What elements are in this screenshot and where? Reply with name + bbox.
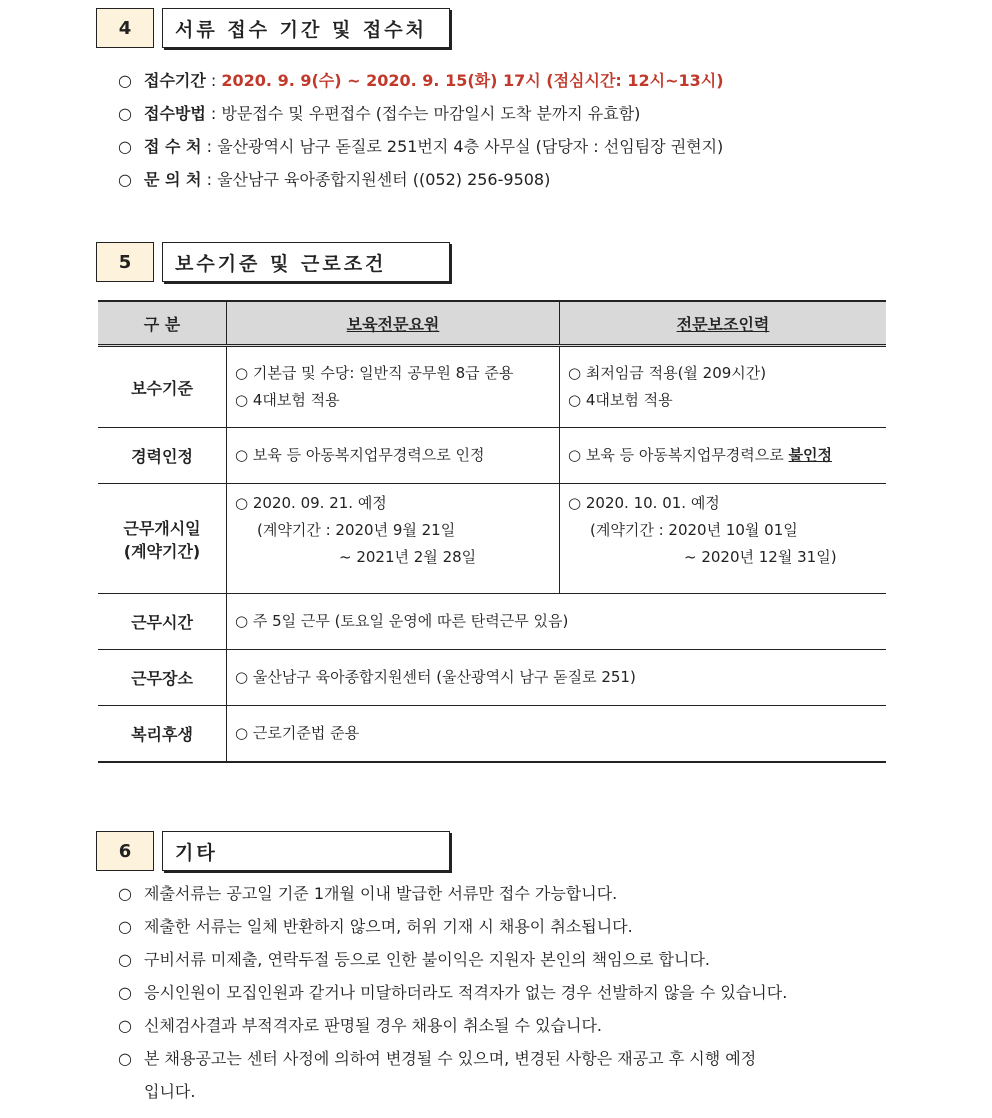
list-item: ○ 본 채용공고는 센터 사정에 의하여 변경될 수 있으며, 변경된 사항은 재공고 후 시행 예정 <box>118 1042 787 1075</box>
list-item-continuation: 입니다. <box>144 1082 196 1101</box>
table-row <box>98 428 886 484</box>
circle-bullet-icon: ○ <box>118 104 132 123</box>
table-cell: ○ 근로기준법 준용 <box>227 706 887 762</box>
list-item: ○ 신체검사결과 부적격자로 판명될 경우 채용이 취소될 수 있습니다. <box>118 1009 787 1042</box>
list-item: ○ 접수방법 : 방문접수 및 우편접수 (접수는 마감일시 도착 분까지 유효함) <box>118 97 724 130</box>
circle-bullet-icon: ○ <box>118 950 132 969</box>
circle-bullet-icon: ○ <box>118 137 132 156</box>
section-number: 4 <box>96 8 154 48</box>
list-item: ○ 제출한 서류는 일체 반환하지 않으며, 허위 기재 시 채용이 취소됩니다. <box>118 910 787 943</box>
table-header-row <box>98 301 886 346</box>
column-header: 구 분 <box>98 301 227 346</box>
table-cell: ○ 최저임금 적용(월 209시간) ○ 4대보험 적용 <box>560 346 887 428</box>
item-label: 문 의 처 <box>144 170 202 189</box>
item-value: 울산남구 육아종합지원센터 ((052) 256-9508) <box>217 170 551 189</box>
item-value: 2020. 9. 9(수) ~ 2020. 9. 15(화) 17시 (점심시간: 12시~13시) <box>221 71 724 90</box>
table-cell: ○ 2020. 10. 01. 예정 (계약기간 : 2020년 10월 01일 ~ 2020년 12월 31일) <box>560 484 887 594</box>
section-title: 보수기준 및 근로조건 <box>162 242 450 282</box>
section-6-header <box>96 831 450 873</box>
table-row <box>98 594 886 650</box>
circle-bullet-icon: ○ <box>118 170 132 189</box>
section-4-list <box>118 64 724 196</box>
list-item: ○ 제출서류는 공고일 기준 1개월 이내 발급한 서류만 접수 가능합니다. <box>118 877 787 910</box>
section-number: 6 <box>96 831 154 871</box>
item-value: 방문접수 및 우편접수 (접수는 마감일시 도착 분까지 유효함) <box>221 104 641 123</box>
list-item: ○ 구비서류 미제출, 연락두절 등으로 인한 불이익은 지원자 본인의 책임으로 합니다. <box>118 943 787 976</box>
row-label: 근무개시일 (계약기간) <box>98 484 227 594</box>
table-cell: ○ 주 5일 근무 (토요일 운영에 따른 탄력근무 있음) <box>227 594 887 650</box>
item-label: 접수기간 <box>144 71 206 90</box>
list-item: ○ 문 의 처 : 울산남구 육아종합지원센터 ((052) 256-9508) <box>118 163 724 196</box>
circle-bullet-icon: ○ <box>118 1049 132 1068</box>
circle-bullet-icon: ○ <box>118 884 132 903</box>
table-cell: ○ 울산남구 육아종합지원센터 (울산광역시 남구 돋질로 251) <box>227 650 887 706</box>
row-label: 보수기준 <box>98 346 227 428</box>
table-cell: ○ 보육 등 아동복지업무경력으로 인정 <box>227 428 560 484</box>
section-title: 기타 <box>162 831 450 871</box>
table-row <box>98 706 886 762</box>
row-label: 복리후생 <box>98 706 227 762</box>
section-6-list <box>118 877 787 1108</box>
table-cell: ○ 기본급 및 수당: 일반직 공무원 8급 준용 ○ 4대보험 적용 <box>227 346 560 428</box>
row-label: 근무시간 <box>98 594 227 650</box>
circle-bullet-icon: ○ <box>118 1016 132 1035</box>
table-cell: ○ 2020. 09. 21. 예정 (계약기간 : 2020년 9월 21일 ~ 2021년 2월 28일 <box>227 484 560 594</box>
item-label: 접 수 처 <box>144 137 202 156</box>
item-label: 접수방법 <box>144 104 206 123</box>
table-row <box>98 650 886 706</box>
section-title: 서류 접수 기간 및 접수처 <box>162 8 450 48</box>
list-item: ○ 접수기간 : 2020. 9. 9(수) ~ 2020. 9. 15(화) 17시 (점심시간: 12시~13시) <box>118 64 724 97</box>
circle-bullet-icon: ○ <box>118 983 132 1002</box>
section-5-header <box>96 242 450 284</box>
table-row <box>98 346 886 428</box>
column-header: 보육전문요원 <box>227 301 560 346</box>
table-row <box>98 484 886 594</box>
row-label: 근무장소 <box>98 650 227 706</box>
section-number: 5 <box>96 242 154 282</box>
table-cell: ○ 보육 등 아동복지업무경력으로 불인정 <box>560 428 887 484</box>
column-header: 전문보조인력 <box>560 301 887 346</box>
circle-bullet-icon: ○ <box>118 71 132 90</box>
conditions-table <box>98 300 886 763</box>
item-value: 울산광역시 남구 돋질로 251번지 4층 사무실 (담당자 : 선임팀장 권현지) <box>217 137 724 156</box>
section-4-header <box>96 8 450 50</box>
circle-bullet-icon: ○ <box>118 917 132 936</box>
row-label: 경력인정 <box>98 428 227 484</box>
list-item: ○ 접 수 처 : 울산광역시 남구 돋질로 251번지 4층 사무실 (담당자 : 선임팀장 권현지) <box>118 130 724 163</box>
list-item: ○ 응시인원이 모집인원과 같거나 미달하더라도 적격자가 없는 경우 선발하지 않을 수 있습니다. <box>118 976 787 1009</box>
